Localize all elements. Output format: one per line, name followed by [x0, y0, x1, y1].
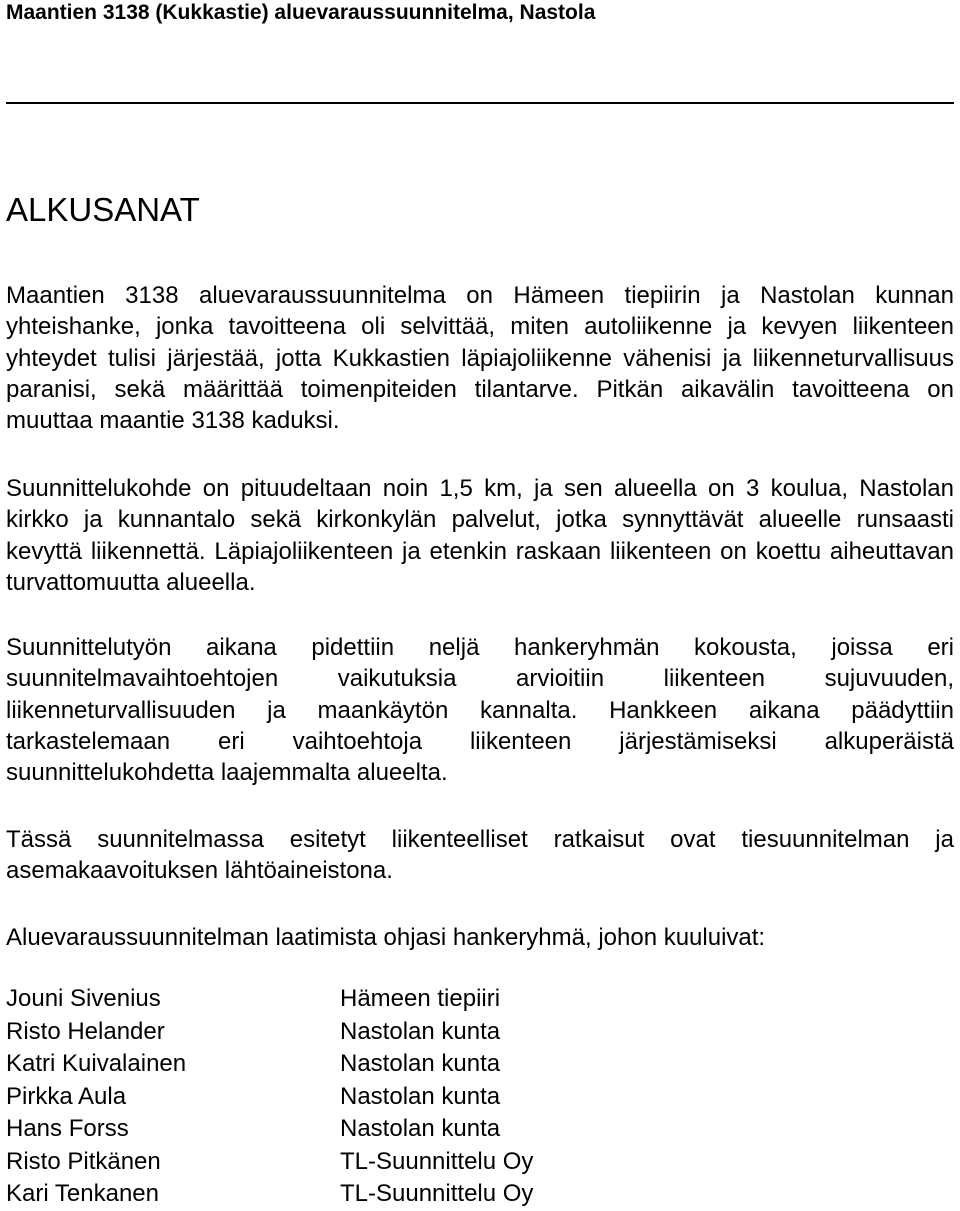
paragraph-intro: Maantien 3138 aluevaraussuunnitelma on Hämeen tiepiirin ja Nastolan kunnan yhteishanke, jonka tavoitteena oli selvittää, miten autoliikenne ja kevyen liikenteen yhteydet tulisi järjestää, jotta Kukkastien läpiajoliikenne vähenisi ja liikenneturvallisuus paranisi, sekä määrittää toimenpiteiden tilantarve. Pitkän aikavälin tavoitteena on muuttaa maantie 3138 kaduksi. [6, 282, 954, 435]
member-name: Jouni Sivenius [6, 985, 161, 1012]
member-name: Risto Helander [6, 1017, 165, 1045]
member-name: Hans Forss [6, 1115, 129, 1142]
member-name: Kari Tenkanen [6, 1180, 159, 1207]
paragraph-site: Suunnittelukohde on pituudeltaan noin 1,5 km, ja sen alueella on 3 koulua, Nastolan kirkko ja kunnantalo sekä kirkonkylän palvelut, jotka synnyttävät alueelle runsaasti kevyttä liikennettä. Läpiajoliikenteen ja etenkin raskaan liikenteen on koettu aiheuttavan turvattomuutta alueella. [6, 475, 954, 596]
header-divider [6, 102, 954, 104]
member-name: Katri Kuivalainen [6, 1050, 187, 1077]
member-organization: Nastolan kunta [340, 1115, 501, 1142]
member-row [6, 1016, 954, 1049]
project-group-list [6, 983, 954, 1211]
paragraph-meetings: Suunnittelutyön aikana pidettiin neljä hankeryhmän kokousta, joissa eri suunnitelmavaihtoehtojen vaikutuksia arvioitiin liikenteen sujuvuuden, liikenneturvallisuuden ja maankäytön kannalta. Hankkeen aikana päädyttiin tarkastelemaan eri vaihtoehtoja liikenteen järjestämiseksi alkuperäistä suunnittelukohdetta laajemmalta alueelta. [6, 634, 954, 787]
paragraph-solutions: Tässä suunnitelmassa esitetyt liikenteelliset ratkaisut ovat tiesuunnitelman ja asemakaavoituksen lähtöaineistona. [6, 826, 954, 885]
member-name: Pirkka Aula [6, 1082, 127, 1110]
member-organization: Hämeen tiepiiri [340, 985, 501, 1012]
member-organization: TL-Suunnittelu Oy [340, 1180, 534, 1207]
member-name: Risto Pitkänen [6, 1147, 161, 1175]
member-row [6, 1081, 954, 1114]
member-organization: Nastolan kunta [340, 1017, 501, 1045]
member-row [6, 1178, 954, 1211]
member-row [6, 983, 954, 1016]
document-header: Maantien 3138 (Kukkastie) aluevaraussuunnitelma, Nastola [6, 1, 596, 24]
member-organization: Nastolan kunta [340, 1082, 501, 1110]
member-organization: Nastolan kunta [340, 1050, 501, 1077]
member-organization: TL-Suunnittelu Oy [340, 1147, 534, 1175]
member-row [6, 1048, 954, 1081]
member-row [6, 1113, 954, 1146]
paragraph-project-group: Aluevaraussuunnitelman laatimista ohjasi hankeryhmä, johon kuuluivat: [6, 924, 766, 951]
member-row [6, 1146, 954, 1179]
section-title: ALKUSANAT [6, 191, 200, 228]
